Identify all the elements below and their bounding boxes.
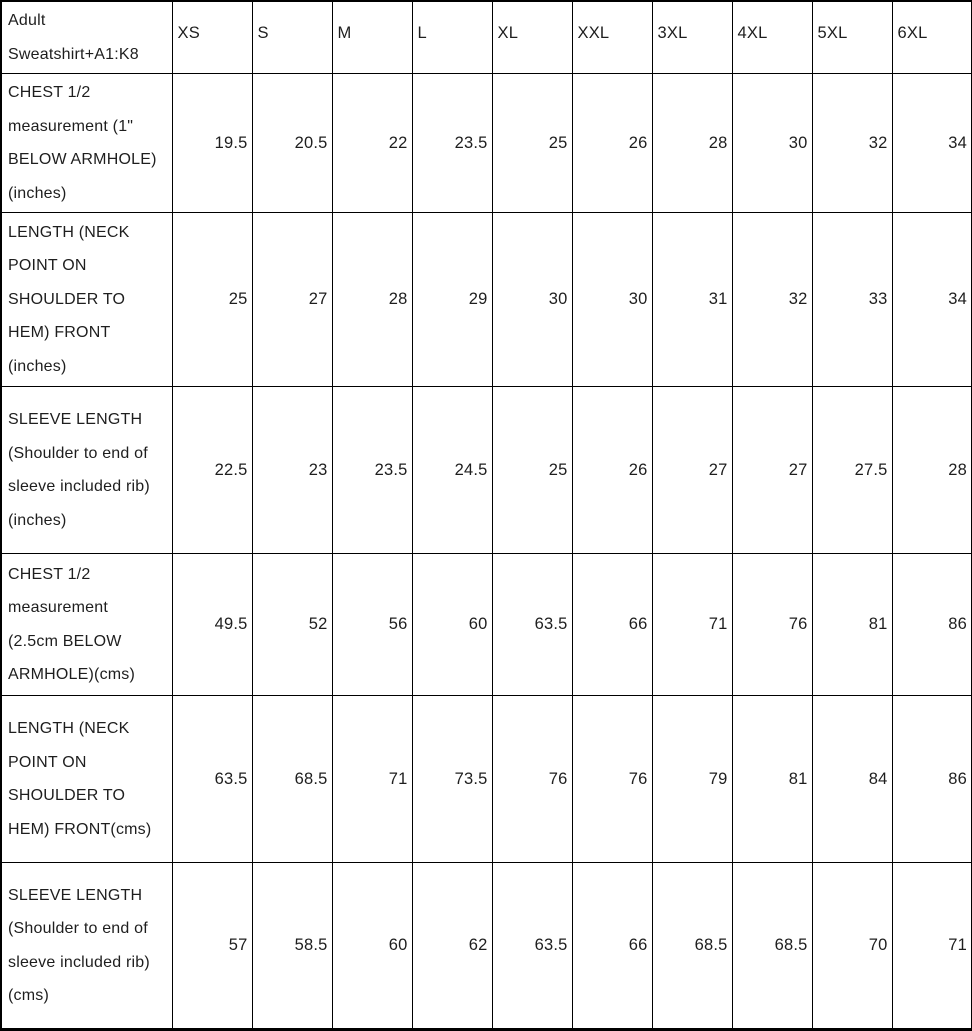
value-cell: 63.5	[172, 696, 252, 863]
value-cell: 60	[332, 863, 412, 1030]
value-cell: 52	[252, 554, 332, 696]
value-cell: 62	[412, 863, 492, 1030]
table-row	[1, 387, 972, 554]
value-cell: 71	[652, 554, 732, 696]
value-cell: 23.5	[412, 74, 492, 213]
size-column-header: S	[252, 1, 332, 74]
value-cell: 29	[412, 213, 492, 387]
value-cell: 86	[892, 696, 972, 863]
value-cell: 34	[892, 213, 972, 387]
value-cell: 68.5	[252, 696, 332, 863]
value-cell: 19.5	[172, 74, 252, 213]
value-cell: 25	[492, 387, 572, 554]
value-cell: 63.5	[492, 863, 572, 1030]
value-cell: 22	[332, 74, 412, 213]
value-cell: 76	[732, 554, 812, 696]
value-cell: 27	[252, 213, 332, 387]
size-column-header: 5XL	[812, 1, 892, 74]
value-cell: 70	[812, 863, 892, 1030]
value-cell: 32	[732, 213, 812, 387]
value-cell: 66	[572, 554, 652, 696]
value-cell: 57	[172, 863, 252, 1030]
value-cell: 31	[652, 213, 732, 387]
value-cell: 30	[572, 213, 652, 387]
value-cell: 28	[652, 74, 732, 213]
size-column-header: XS	[172, 1, 252, 74]
value-cell: 27	[652, 387, 732, 554]
value-cell: 30	[732, 74, 812, 213]
corner-cell: Adult Sweatshirt+A1:K8	[1, 1, 172, 74]
value-cell: 27.5	[812, 387, 892, 554]
value-cell: 25	[172, 213, 252, 387]
value-cell: 23	[252, 387, 332, 554]
value-cell: 26	[572, 387, 652, 554]
value-cell: 28	[332, 213, 412, 387]
value-cell: 30	[492, 213, 572, 387]
value-cell: 32	[812, 74, 892, 213]
row-label: SLEEVE LENGTH (Shoulder to end of sleeve included rib) (inches)	[1, 387, 172, 554]
size-column-header: L	[412, 1, 492, 74]
value-cell: 56	[332, 554, 412, 696]
size-column-header: 4XL	[732, 1, 812, 74]
size-column-header: 6XL	[892, 1, 972, 74]
value-cell: 86	[892, 554, 972, 696]
value-cell: 71	[332, 696, 412, 863]
header-row	[1, 1, 972, 74]
row-label: LENGTH (NECK POINT ON SHOULDER TO HEM) FRONT(cms)	[1, 696, 172, 863]
table-row	[1, 213, 972, 387]
value-cell: 28	[892, 387, 972, 554]
size-column-header: 3XL	[652, 1, 732, 74]
value-cell: 34	[892, 74, 972, 213]
value-cell: 68.5	[732, 863, 812, 1030]
table-body	[1, 74, 972, 1030]
row-label: LENGTH (NECK POINT ON SHOULDER TO HEM) FRONT (inches)	[1, 213, 172, 387]
value-cell: 81	[812, 554, 892, 696]
value-cell: 24.5	[412, 387, 492, 554]
value-cell: 58.5	[252, 863, 332, 1030]
table-row	[1, 863, 972, 1030]
value-cell: 33	[812, 213, 892, 387]
size-column-header: M	[332, 1, 412, 74]
row-label: CHEST 1/2 measurement (1" BELOW ARMHOLE) (inches)	[1, 74, 172, 213]
value-cell: 27	[732, 387, 812, 554]
value-cell: 76	[572, 696, 652, 863]
value-cell: 68.5	[652, 863, 732, 1030]
value-cell: 76	[492, 696, 572, 863]
size-column-header: XXL	[572, 1, 652, 74]
value-cell: 26	[572, 74, 652, 213]
value-cell: 49.5	[172, 554, 252, 696]
value-cell: 79	[652, 696, 732, 863]
value-cell: 71	[892, 863, 972, 1030]
value-cell: 20.5	[252, 74, 332, 213]
row-label: CHEST 1/2 measurement (2.5cm BELOW ARMHOLE)(cms)	[1, 554, 172, 696]
value-cell: 81	[732, 696, 812, 863]
value-cell: 84	[812, 696, 892, 863]
table-row	[1, 696, 972, 863]
value-cell: 73.5	[412, 696, 492, 863]
value-cell: 25	[492, 74, 572, 213]
size-column-header: XL	[492, 1, 572, 74]
value-cell: 63.5	[492, 554, 572, 696]
value-cell: 23.5	[332, 387, 412, 554]
value-cell: 22.5	[172, 387, 252, 554]
table-row	[1, 554, 972, 696]
row-label: SLEEVE LENGTH (Shoulder to end of sleeve included rib) (cms)	[1, 863, 172, 1030]
value-cell: 66	[572, 863, 652, 1030]
table-row	[1, 74, 972, 213]
value-cell: 60	[412, 554, 492, 696]
